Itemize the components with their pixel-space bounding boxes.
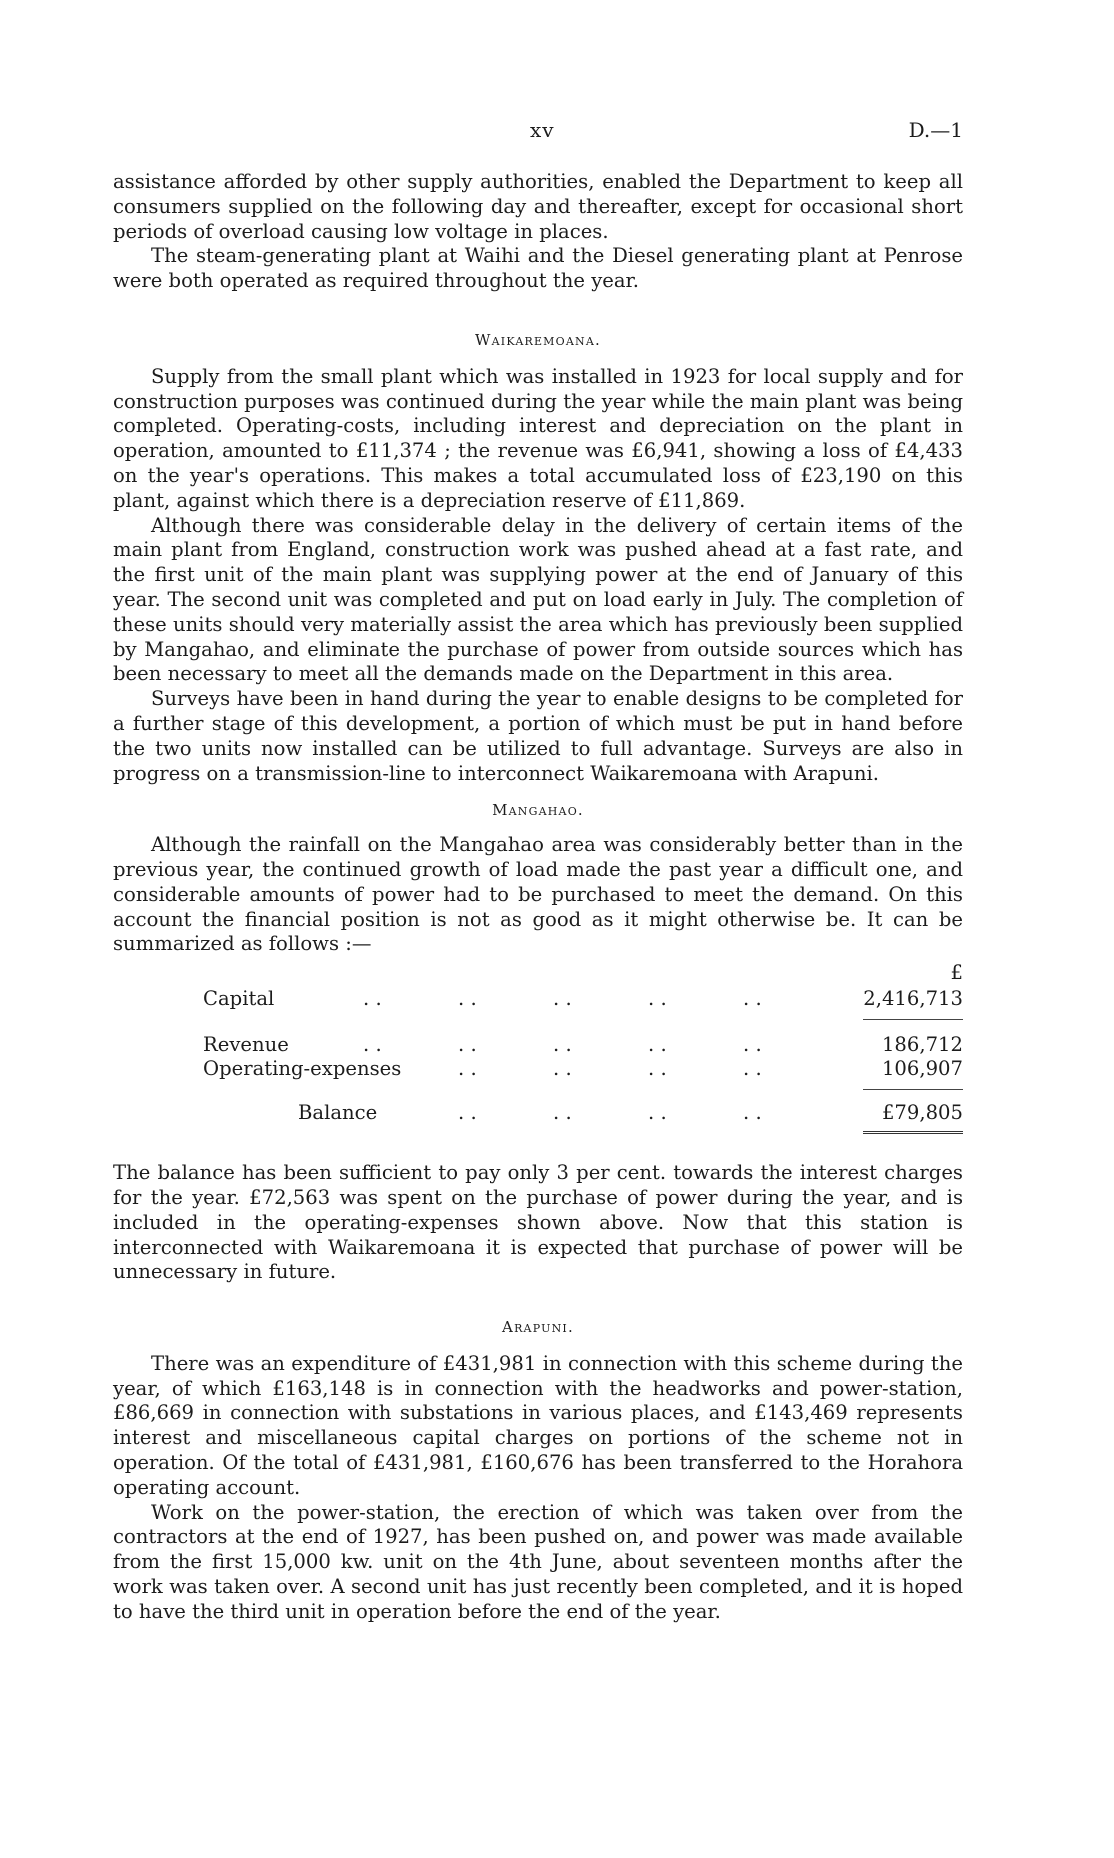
capital-label: Capital [203, 987, 275, 1011]
section-heading-mangahao: Mangahao. [492, 801, 584, 820]
leader-dots: . . [458, 1057, 477, 1081]
leader-dots: . . [363, 987, 382, 1011]
mangahao-paragraph-1: Although the rainfall on the Mangahao area was considerably better than in the previous year, the continued growth of load made the past year a difficult one, and considerable amounts of power had to be purchased to meet the demand. On this account the financial position is not as good as it might otherwise be. It can be summarized as follows :— [113, 833, 963, 956]
waikaremoana-paragraph-3: Surveys have been in hand during the year to enable designs to be completed for a further stage of this development, a portion of which must be put in hand before the two units now installed can be utilized to full advantage. Surveys are also in progress on a transmission-line to interconnect Waikaremoana with Arapuni. [113, 687, 963, 785]
page-body [113, 170, 963, 1625]
leader-dots: . . [553, 987, 572, 1011]
arapuni-paragraph-2: Work on the power-station, the erection of which was taken over from the contractors at the end of 1927, has been pushed on, and power was made available from the first 15,000 kw. unit on the 4th June, about seventeen months after the work was taken over. A second unit has just recently been completed, and it is hoped to have the third unit in operation before the end of the year. [113, 1500, 963, 1623]
difference-rule [863, 1089, 963, 1090]
document-reference: D.—1 [908, 118, 963, 142]
mangahao-financial-summary [113, 961, 963, 1151]
section-heading-waikaremoana: Waikaremoana. [475, 330, 601, 349]
intro-paragraph-1: assistance afforded by other supply authorities, enabled the Department to keep all consumers supplied on the following day and thereafter, except for occasional short periods of overload causing low voltage in places. [113, 170, 963, 243]
waikaremoana-paragraph-2: Although there was considerable delay in the delivery of certain items of the main plant from England, construction work was pushed ahead at a fast rate, and the first unit of the main plant was supplying power at the end of January of this year. The second unit was completed and put on load early in July. The completion of these units should very materially assist the area which has previously been supplied by Mangahao, and eliminate the purchase of power from outside sources which has been necessary to meet all the demands made on the Department in this area. [113, 513, 963, 686]
leader-dots: . . [648, 1033, 667, 1057]
leader-dots: . . [553, 1033, 572, 1057]
leader-dots: . . [743, 987, 762, 1011]
leader-dots: . . [743, 1057, 762, 1081]
page-number: xv [530, 118, 555, 142]
leader-dots: . . [458, 987, 477, 1011]
revenue-value: 186,712 [881, 1033, 963, 1057]
leader-dots: . . [553, 1057, 572, 1081]
leader-dots: . . [553, 1101, 572, 1125]
revenue-label: Revenue [203, 1033, 289, 1057]
section-heading-arapuni: Arapuni. [502, 1318, 574, 1337]
balance-value: £79,805 [881, 1101, 963, 1125]
mangahao-paragraph-2: The balance has been sufficient to pay only 3 per cent. towards the interest charges for the year. £72,563 was spent on the purchase of power during the year, and is included in the operating-expenses shown above. Now that this station is interconnected with Waikaremoana it is expected that purchase of power will be unnecessary in future. [113, 1161, 963, 1284]
capital-value: 2,416,713 [863, 987, 963, 1011]
intro-paragraph-2: The steam-generating plant at Waihi and the Diesel generating plant at Penrose were both operated as required throughout the year. [113, 244, 963, 293]
leader-dots: . . [648, 1101, 667, 1125]
total-double-rule [863, 1131, 963, 1136]
page-header [0, 118, 1114, 148]
arapuni-paragraph-1: There was an expenditure of £431,981 in connection with this scheme during the year, of which £163,148 is in connection with the headworks and power-station, £86,669 in connection with substations in various places, and £143,469 represents interest and miscellaneous capital charges on portions of the scheme not in operation. Of the total of £431,981, £160,676 has been transferred to the Horahora operating account. [113, 1351, 963, 1499]
operating-expenses-value: 106,907 [881, 1057, 963, 1081]
subtotal-rule [863, 1019, 963, 1020]
leader-dots: . . [458, 1033, 477, 1057]
leader-dots: . . [363, 1033, 382, 1057]
currency-symbol: £ [950, 961, 963, 985]
leader-dots: . . [458, 1101, 477, 1125]
leader-dots: . . [648, 1057, 667, 1081]
balance-label: Balance [298, 1101, 378, 1125]
operating-expenses-label: Operating-expenses [203, 1057, 402, 1081]
leader-dots: . . [648, 987, 667, 1011]
leader-dots: . . [743, 1033, 762, 1057]
waikaremoana-paragraph-1: Supply from the small plant which was installed in 1923 for local supply and for construction purposes was continued during the year while the main plant was being completed. Operating-costs, including interest and depreciation on the plant in operation, amounted to £11,374 ; the revenue was £6,941, showing a loss of £4,433 on the year's operations. This makes a total accumulated loss of £23,190 on this plant, against which there is a depreciation reserve of £11,869. [113, 364, 963, 512]
leader-dots: . . [743, 1101, 762, 1125]
